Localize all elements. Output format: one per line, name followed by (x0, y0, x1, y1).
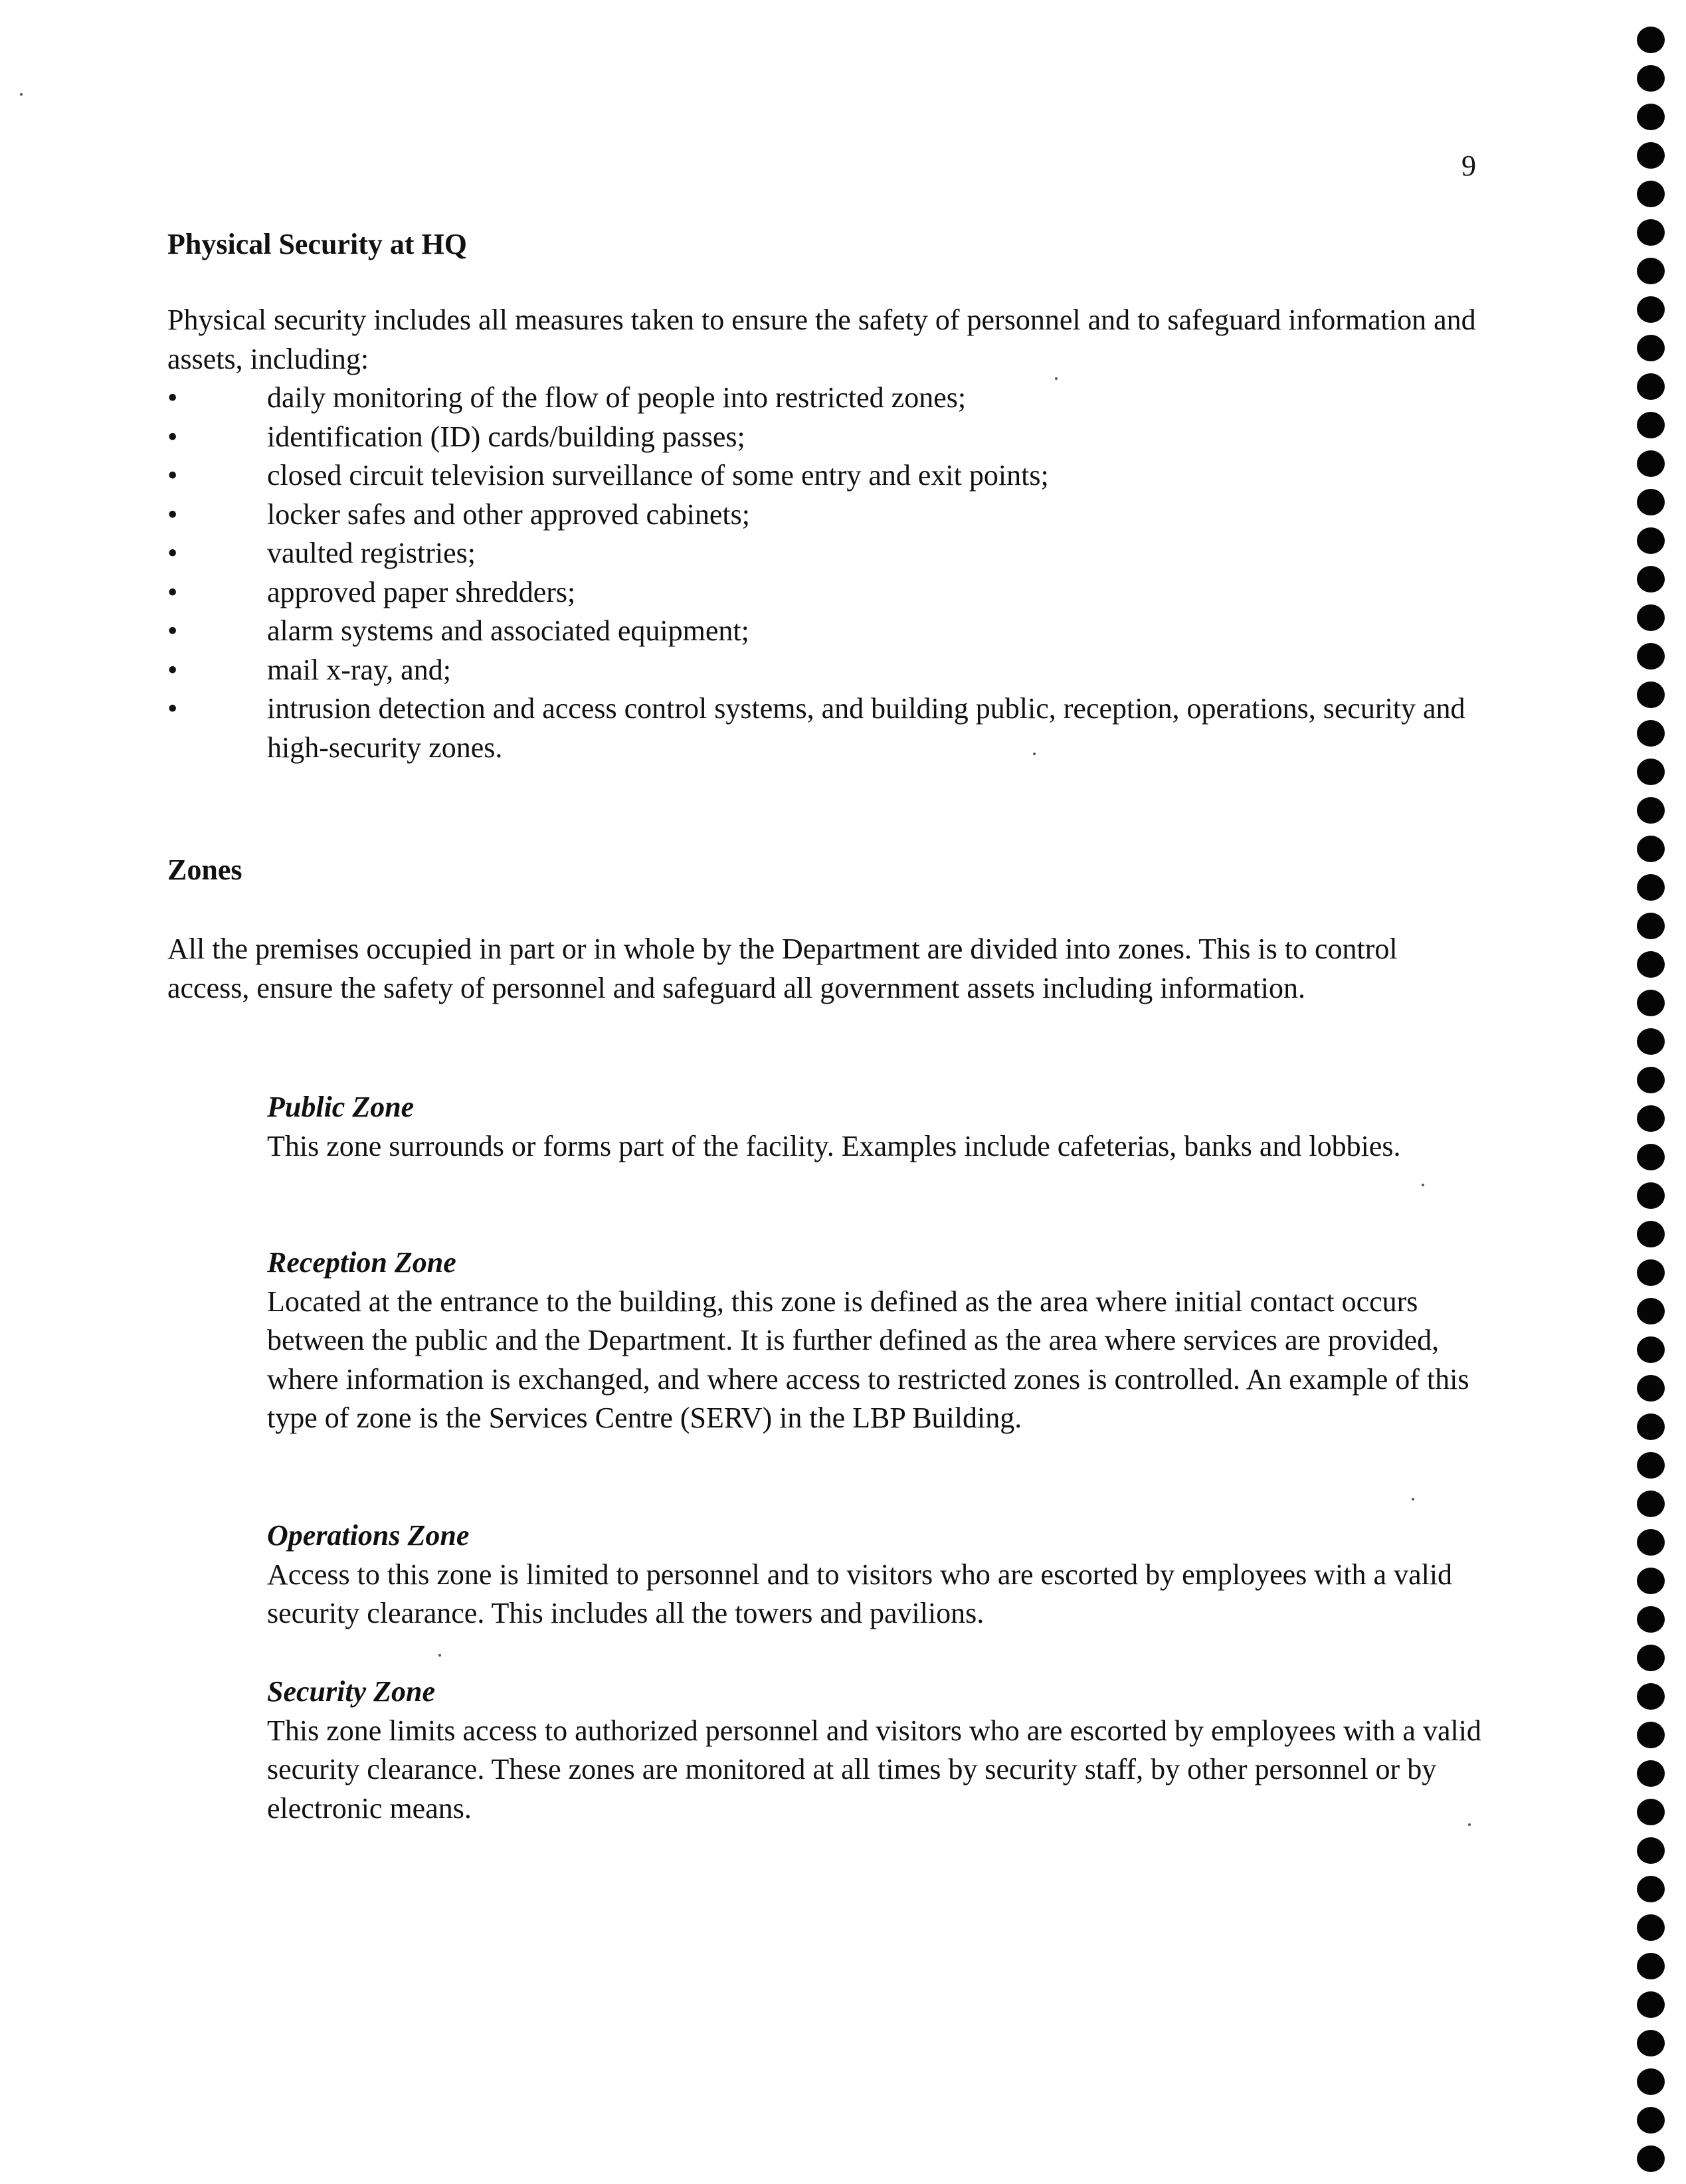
binding-hole-icon (1637, 1491, 1665, 1517)
binding-hole-icon (1637, 1067, 1665, 1093)
binding-hole-icon (1637, 1837, 1665, 1864)
binding-hole-icon (1637, 2068, 1665, 2095)
binding-hole-icon (1637, 296, 1665, 323)
binding-hole-icon (1637, 1452, 1665, 1479)
bullet-icon: • (167, 420, 178, 453)
section-heading-physical-security: Physical Security at HQ (167, 228, 467, 260)
binding-hole-icon (1637, 1683, 1665, 1710)
binding-hole-icon (1637, 1028, 1665, 1055)
binding-hole-icon (1637, 1413, 1665, 1440)
binding-hole-icon (1637, 643, 1665, 670)
binding-hole-icon (1637, 990, 1665, 1016)
binding-hole-icon (1637, 258, 1665, 284)
bullet-icon: • (167, 459, 178, 492)
zone-description: This zone limits access to authorized personnel and visitors who are escorted by employees with a valid security clearance. These zones are monitored at all times by security staff, by other personnel or by electronic means. (267, 1714, 1481, 1825)
binding-hole-icon (1637, 142, 1665, 169)
bullet-icon: • (167, 537, 178, 569)
bullet-icon: • (167, 498, 178, 531)
binding-hole-icon (1637, 682, 1665, 708)
bullet-icon: • (167, 575, 178, 608)
binding-hole-icon (1637, 1221, 1665, 1247)
binding-hole-icon (1637, 65, 1665, 92)
scan-speck (20, 93, 23, 96)
binding-hole-icon (1637, 1182, 1665, 1209)
physical-security-intro: Physical security includes all measures taken to ensure the safety of personnel and to safeguard information and assets, including: (167, 304, 1476, 375)
list-item: • alarm systems and associated equipment; (167, 612, 1496, 651)
binding-hole-icon (1637, 1105, 1665, 1132)
binding-hole-icon (1637, 1953, 1665, 1979)
binding-hole-icon (1637, 412, 1665, 438)
spiral-binding-holes (1632, 20, 1671, 2184)
binding-hole-icon (1637, 1645, 1665, 1671)
list-item: • vaulted registries; (167, 534, 1496, 573)
binding-hole-icon (1637, 1259, 1665, 1286)
security-measures-list (167, 379, 1496, 767)
binding-hole-icon (1637, 913, 1665, 939)
zone-description: Located at the entrance to the building, this zone is defined as the area where initial contact occurs between the public and the Department. It is further defined as the area where services are provided, where information is exchanged, and where access to restricted zones is controlled. An example of this type of zone is the Services Centre (SERV) in the LBP Building. (267, 1285, 1469, 1434)
binding-hole-icon (1637, 720, 1665, 747)
binding-hole-icon (1637, 1722, 1665, 1748)
zone-title: Public Zone (267, 1091, 415, 1123)
binding-hole-icon (1637, 527, 1665, 554)
bullet-icon: • (167, 653, 178, 686)
binding-hole-icon (1637, 1991, 1665, 2018)
bullet-icon: • (167, 692, 178, 725)
zone-security (267, 1673, 1483, 1828)
binding-hole-icon (1637, 1799, 1665, 1825)
list-item: • locker safes and other approved cabinets; (167, 496, 1496, 535)
binding-hole-icon (1637, 2030, 1665, 2056)
binding-hole-icon (1637, 2145, 1665, 2172)
binding-hole-icon (1637, 219, 1665, 246)
list-item: • daily monitoring of the flow of people into restricted zones; (167, 379, 1496, 418)
zones-intro: All the premises occupied in part or in whole by the Department are divided into zones. This is to control access, ensure the safety of personnel and safeguard all government assets including information. (167, 933, 1398, 1004)
zone-title: Reception Zone (267, 1246, 456, 1279)
scan-speck (1033, 753, 1036, 755)
list-item: • closed circuit television surveillance of some entry and exit points; (167, 456, 1496, 496)
zone-public (267, 1088, 1483, 1166)
binding-hole-icon (1637, 836, 1665, 862)
binding-hole-icon (1637, 759, 1665, 785)
zone-description: Access to this zone is limited to personnel and to visitors who are escorted by employees with a valid security clearance. This includes all the towers and pavilions. (267, 1558, 1453, 1629)
binding-hole-icon (1637, 1375, 1665, 1402)
list-item: • mail x-ray, and; (167, 651, 1496, 690)
list-item: • identification (ID) cards/building passes; (167, 418, 1496, 457)
binding-hole-icon (1637, 566, 1665, 592)
scan-speck (1422, 1184, 1424, 1186)
binding-hole-icon (1637, 604, 1665, 631)
binding-hole-icon (1637, 1298, 1665, 1324)
zone-title: Security Zone (267, 1675, 435, 1708)
page-number: 9 (1461, 149, 1476, 182)
binding-hole-icon (1637, 373, 1665, 400)
binding-hole-icon (1637, 1529, 1665, 1556)
binding-hole-icon (1637, 1606, 1665, 1633)
bullet-icon: • (167, 614, 178, 647)
scan-speck (1055, 377, 1058, 380)
binding-hole-icon (1637, 1876, 1665, 1902)
binding-hole-icon (1637, 1144, 1665, 1170)
zone-title: Operations Zone (267, 1519, 470, 1552)
binding-hole-icon (1637, 2107, 1665, 2134)
zone-operations (267, 1516, 1483, 1633)
binding-hole-icon (1637, 1760, 1665, 1787)
binding-hole-icon (1637, 489, 1665, 515)
binding-hole-icon (1637, 181, 1665, 207)
section-heading-zones: Zones (167, 854, 242, 886)
binding-hole-icon (1637, 1914, 1665, 1941)
zone-description: This zone surrounds or forms part of the facility. Examples include cafeterias, banks and lobbies. (267, 1129, 1401, 1162)
bullet-icon: • (167, 381, 178, 414)
binding-hole-icon (1637, 104, 1665, 130)
list-item: • intrusion detection and access control systems, and building public, reception, operations, security and high-security zones. (167, 689, 1496, 767)
binding-hole-icon (1637, 797, 1665, 824)
binding-hole-icon (1637, 874, 1665, 901)
scan-speck (438, 1654, 441, 1657)
binding-hole-icon (1637, 27, 1665, 53)
binding-hole-icon (1637, 1568, 1665, 1594)
binding-hole-icon (1637, 450, 1665, 477)
zone-reception (267, 1243, 1483, 1438)
scan-speck (1468, 1823, 1471, 1826)
binding-hole-icon (1637, 335, 1665, 361)
binding-hole-icon (1637, 951, 1665, 978)
scan-speck (1412, 1498, 1414, 1501)
binding-hole-icon (1637, 1336, 1665, 1363)
list-item: • approved paper shredders; (167, 573, 1496, 612)
